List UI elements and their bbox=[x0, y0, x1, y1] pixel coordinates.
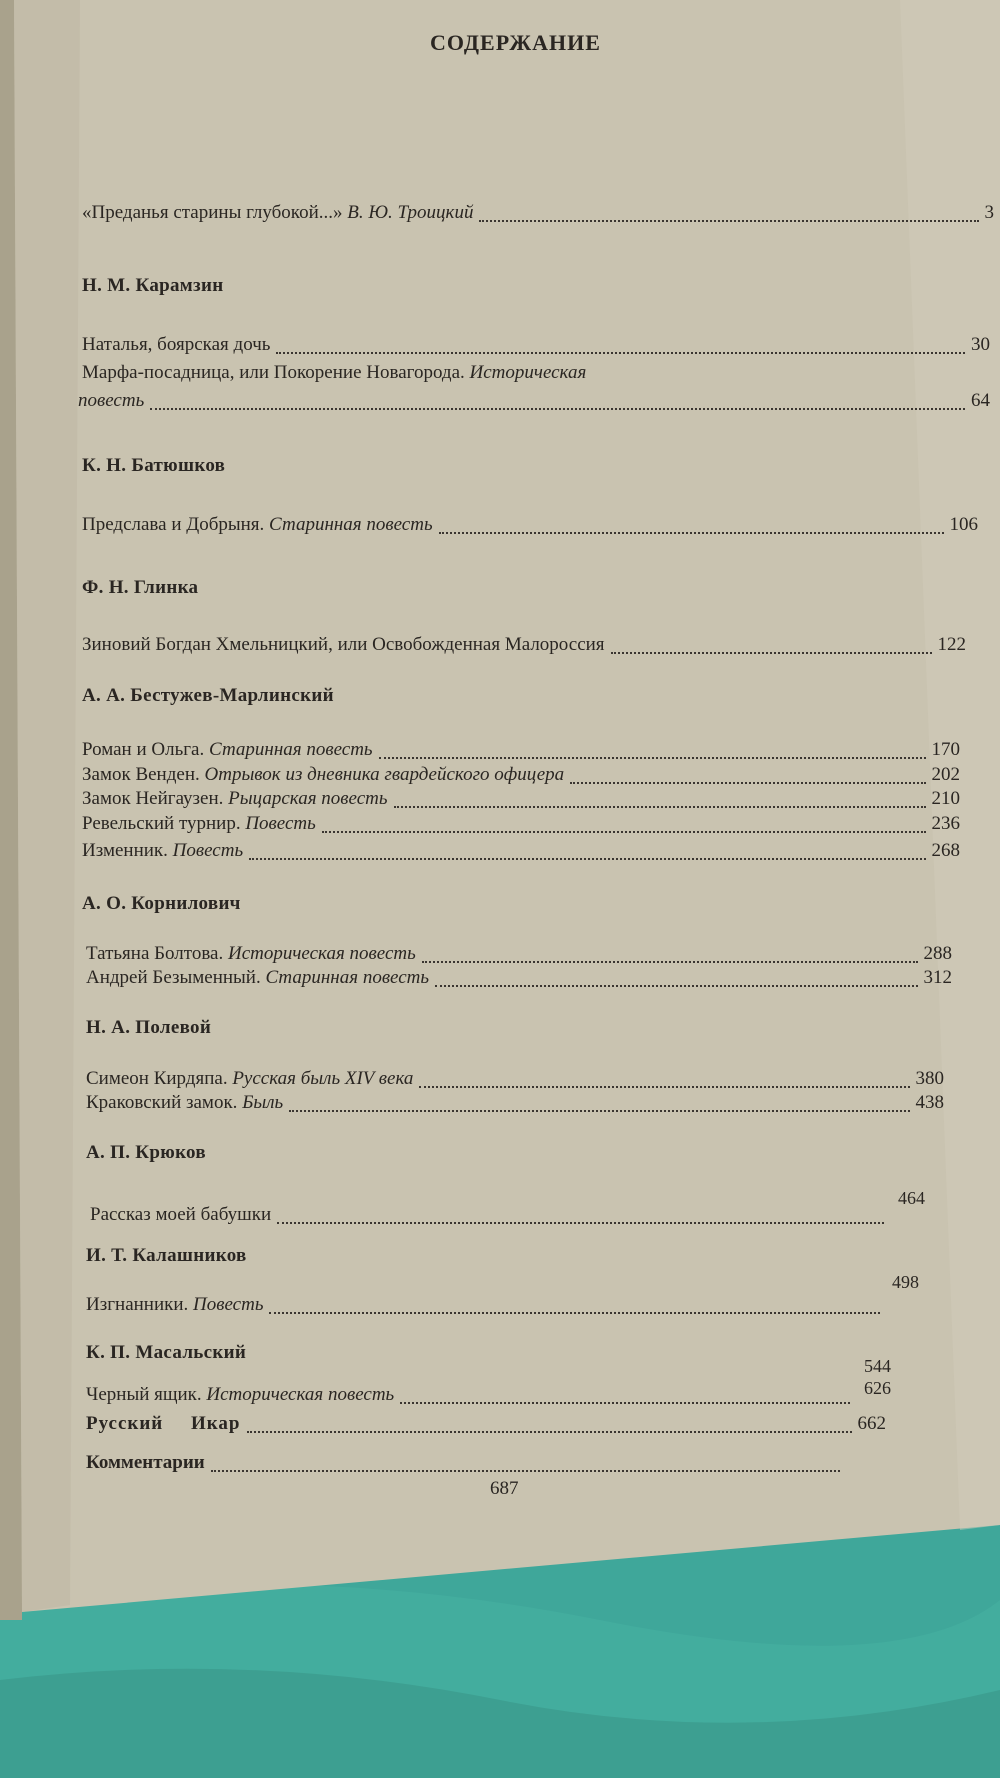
entry-title: Рассказ моей бабушки bbox=[90, 1204, 272, 1225]
entry-subtitle: Повесть bbox=[193, 1294, 264, 1315]
entry-page: 122 bbox=[937, 634, 966, 655]
section-author: Н. М. Карамзин bbox=[82, 275, 224, 296]
dot-leader bbox=[247, 1419, 852, 1433]
entry-title: Предслава и Добрыня. bbox=[82, 514, 265, 535]
entry-page: 210 bbox=[931, 788, 960, 809]
entry-subtitle: Повесть bbox=[245, 813, 316, 834]
entry-subtitle: Историческая bbox=[469, 362, 587, 383]
entry-page: 498 bbox=[892, 1272, 919, 1292]
entry-subtitle: Рыцарская повесть bbox=[228, 788, 388, 809]
entry-title: Ревельский турнир. bbox=[82, 813, 241, 834]
toc-entry bbox=[86, 1413, 886, 1437]
entry-title: Краковский замок. bbox=[86, 1092, 238, 1113]
toc-entry bbox=[82, 634, 966, 658]
entry-subtitle: Повесть bbox=[172, 840, 244, 861]
toc-entry bbox=[86, 1384, 856, 1408]
entry-title: Изгнанники. bbox=[86, 1294, 189, 1315]
entry-subtitle: Старинная повесть bbox=[265, 967, 430, 988]
entry-subtitle: Старинная повесть bbox=[269, 514, 433, 535]
entry-page: 30 bbox=[971, 334, 990, 355]
dot-leader bbox=[150, 396, 965, 410]
entry-author: В. Ю. Троицкий bbox=[347, 202, 474, 223]
entry-title: Замок Венден. bbox=[82, 764, 200, 785]
toc-entry bbox=[86, 1452, 846, 1476]
entry-page: 662 bbox=[857, 1413, 886, 1434]
section-author: А. П. Крюков bbox=[86, 1142, 206, 1163]
entry-title: Симеон Кирдяпа. bbox=[86, 1068, 228, 1089]
dot-leader bbox=[394, 794, 926, 808]
dot-leader bbox=[422, 949, 918, 963]
entry-title: Черный ящик. bbox=[86, 1384, 202, 1405]
dot-leader bbox=[479, 208, 978, 222]
entry-page: 268 bbox=[931, 840, 960, 861]
entry-page: 464 bbox=[898, 1188, 925, 1208]
entry-subtitle: Быль bbox=[242, 1092, 284, 1113]
toc-entry bbox=[82, 202, 994, 226]
dot-leader bbox=[439, 520, 944, 534]
entry-page: 312 bbox=[923, 967, 952, 988]
section-author: Н. А. Полевой bbox=[86, 1017, 212, 1038]
toc-entry bbox=[82, 739, 960, 763]
entry-title: Изменник. bbox=[82, 840, 168, 861]
entry-subtitle-cont: повесть bbox=[78, 390, 145, 411]
toc-entry bbox=[90, 1204, 890, 1228]
entry-title: Русский Икар bbox=[86, 1413, 241, 1434]
entry-page: 106 bbox=[949, 514, 978, 535]
entry-page: 3 bbox=[984, 202, 994, 223]
page-number: 687 bbox=[490, 1478, 519, 1499]
dot-leader bbox=[249, 846, 925, 860]
entry-page: 380 bbox=[915, 1068, 944, 1089]
entry-subtitle: Историческая повесть bbox=[227, 943, 416, 964]
entry-subtitle: Старинная повесть bbox=[209, 739, 373, 760]
dot-leader bbox=[277, 1210, 884, 1224]
toc-entry bbox=[82, 514, 978, 538]
entry-page: 236 bbox=[931, 813, 960, 834]
dot-leader bbox=[269, 1300, 880, 1314]
toc-entry-line bbox=[82, 362, 586, 384]
toc-entry bbox=[82, 788, 960, 812]
section-author: А. О. Корнилович bbox=[82, 893, 241, 914]
section-author: Ф. Н. Глинка bbox=[82, 577, 199, 598]
entry-subtitle: Русская быль XIV века bbox=[232, 1068, 414, 1089]
section-author: И. Т. Калашников bbox=[86, 1245, 247, 1266]
dot-leader bbox=[211, 1458, 840, 1472]
toc-entry bbox=[86, 943, 952, 967]
dot-leader bbox=[289, 1098, 909, 1112]
entry-title: Андрей Безыменный. bbox=[86, 967, 261, 988]
dot-leader bbox=[611, 640, 932, 654]
toc-entry bbox=[86, 1092, 944, 1116]
dot-leader bbox=[435, 973, 917, 987]
dot-leader bbox=[276, 340, 965, 354]
entry-subtitle: Отрывок из дневника гвардейского офицера bbox=[204, 764, 565, 785]
section-author: К. Н. Батюшков bbox=[82, 455, 226, 476]
entry-title: Комментарии bbox=[86, 1452, 205, 1473]
toc-entry bbox=[86, 1294, 886, 1318]
entry-page: 626 bbox=[864, 1378, 891, 1398]
dot-leader bbox=[322, 819, 926, 833]
entry-page: 438 bbox=[915, 1092, 944, 1113]
entry-page: 64 bbox=[971, 390, 990, 411]
dot-leader bbox=[419, 1074, 909, 1088]
toc-entry bbox=[82, 764, 960, 788]
dot-leader bbox=[379, 745, 926, 759]
toc-entry bbox=[86, 967, 952, 991]
entry-title: Татьяна Болтова. bbox=[86, 943, 224, 964]
toc-entry bbox=[82, 334, 990, 358]
entry-title: Наталья, боярская дочь bbox=[82, 334, 271, 355]
section-author: А. А. Бестужев-Марлинский bbox=[82, 685, 334, 706]
entry-subtitle: Историческая повесть bbox=[206, 1384, 395, 1405]
entry-page: 288 bbox=[923, 943, 952, 964]
dot-leader bbox=[570, 770, 925, 784]
entry-title: Замок Нейгаузен. bbox=[82, 788, 224, 809]
dot-leader bbox=[400, 1390, 850, 1404]
entry-title: «Преданья старины глубокой...» bbox=[82, 202, 343, 223]
entry-page: 202 bbox=[931, 764, 960, 785]
page-title: СОДЕРЖАНИЕ bbox=[430, 30, 601, 55]
entry-title: Марфа-посадница, или Покорение Новагорода. bbox=[82, 362, 465, 383]
toc-entry bbox=[82, 840, 960, 864]
toc-entry bbox=[86, 1068, 944, 1092]
section-author: К. П. Масальский bbox=[86, 1342, 247, 1363]
toc-entry bbox=[78, 390, 990, 414]
entry-page: 170 bbox=[931, 739, 960, 760]
entry-page: 544 bbox=[864, 1356, 891, 1376]
entry-title: Роман и Ольга. bbox=[82, 739, 205, 760]
toc-entry bbox=[82, 813, 960, 837]
entry-title: Зиновий Богдан Хмельницкий, или Освобожденная Малороссия bbox=[82, 634, 605, 655]
